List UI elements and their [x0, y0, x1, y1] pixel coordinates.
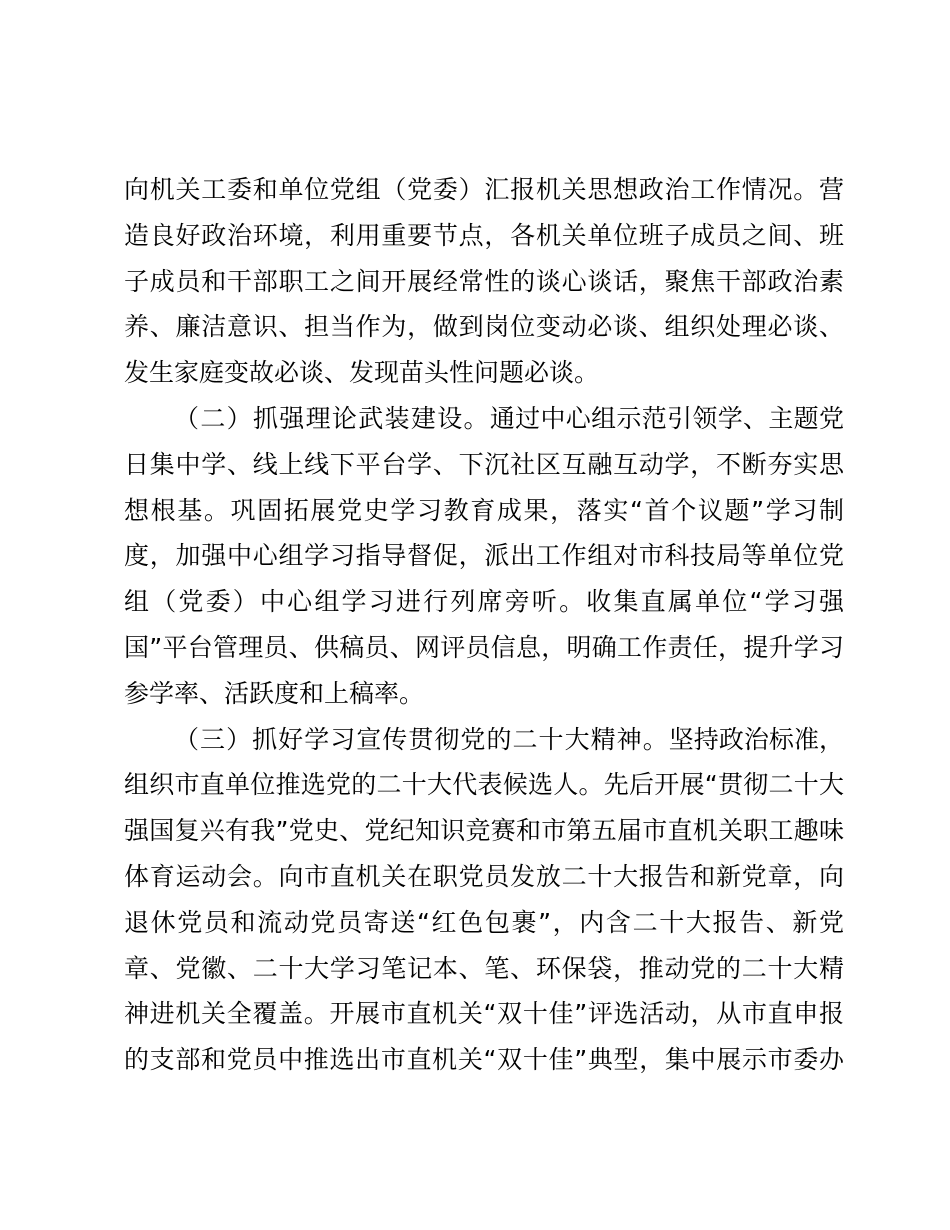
section-heading-3: （三）抓好学习宣传贯彻党的二十大精神。 — [174, 724, 669, 754]
paragraph-2 — [124, 396, 844, 717]
section-heading-2: （二）抓强理论武装建设。 — [174, 403, 490, 433]
paragraph-3 — [124, 717, 844, 1083]
paragraph-1-text: 向机关工委和单位党组（党委）汇报机关思想政治工作情况。营造良好政治环境，利用重要节点，各机关单位班子成员之间、班子成员和干部职工之间开展经常性的谈心谈话，聚焦干部政治素养、廉洁意识、担当作为，做到岗位变动必谈、组织处理必谈、发生家庭变故必谈、发现苗头性问题必谈。 — [124, 175, 844, 388]
paragraph-2-text: 通过中心组示范引领学、主题党日集中学、线上线下平台学、下沉社区互融互动学，不断夯实思想根基。巩固拓展党史学习教育成果，落实“首个议题”学习制度，加强中心组学习指导督促，派出工作组对市科技局等单位党组（党委）中心组学习进行列席旁听。收集直属单位“学习强国”平台管理员、供稿员、网评员信息，明确工作责任，提升学习参学率、活跃度和上稿率。 — [124, 403, 844, 708]
body-text — [124, 167, 844, 1083]
paragraph-3-text: 坚持政治标准，组织市直单位推选党的二十大代表候选人。先后开展“贯彻二十大强国复兴有我”党史、党纪知识竞赛和市第五届市直机关职工趣味体育运动会。向市直机关在职党员发放二十大报告和新党章，向退休党员和流动党员寄送“红色包裹”，内含二十大报告、新党章、党徽、二十大学习笔记本、笔、环保袋，推动党的二十大精神进机关全覆盖。开展市直机关“双十佳”评选活动，从市直申报的支部和党员中推选出市直机关“双十佳”典型，集中展示市委办 — [124, 724, 844, 1075]
paragraph-1 — [124, 167, 844, 396]
